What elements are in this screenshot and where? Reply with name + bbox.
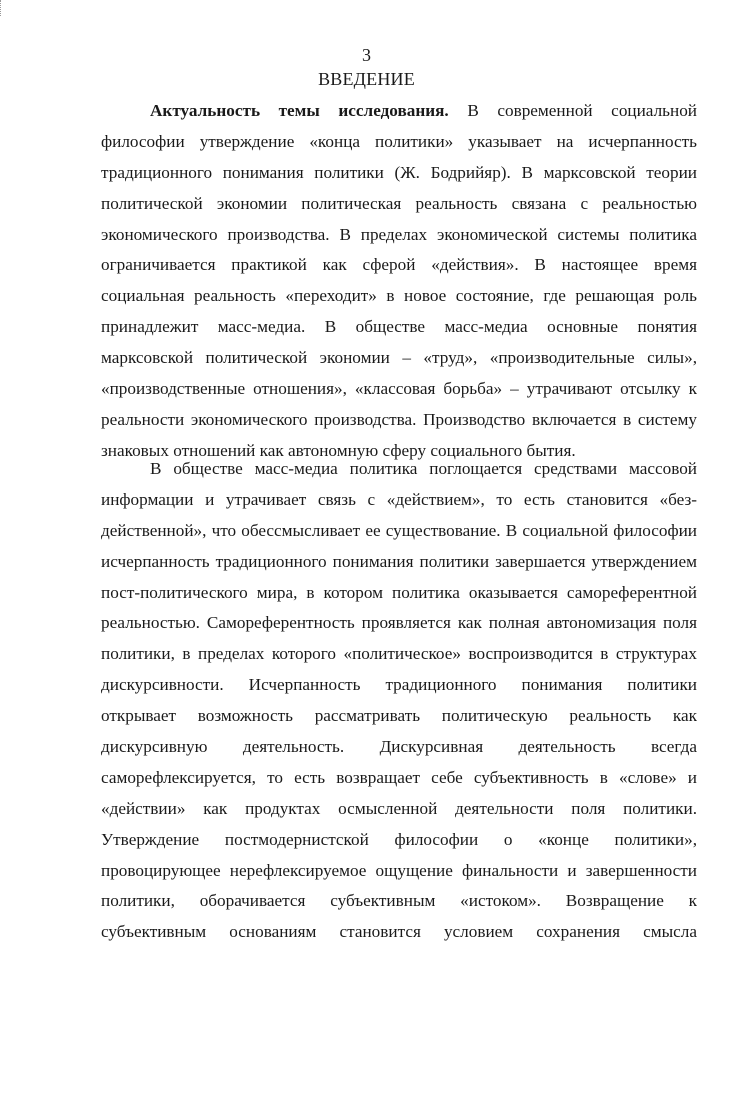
lead-phrase: Актуальность темы исследования. (150, 101, 449, 120)
paragraph-line: Утверждение постмодернистской философии о «конце политики», (101, 829, 697, 849)
paragraph-line: ограничивается практикой как сферой «действия». В настоящее время (101, 255, 697, 275)
paragraph-line: социальная реальность «переходит» в новое состояние, где решающая роль (101, 286, 697, 306)
paragraph-line: открывает возможность рассматривать политическую реальность как (101, 706, 697, 726)
paragraph-line: реальности экономического производства. Производство включается в систему (101, 409, 697, 429)
paragraph-line: провоцирующее нерефлексируемое ощущение финальности и завершенности (101, 860, 697, 880)
line-text: В современной социальной (467, 101, 697, 120)
paragraph-line: действенной», что обессмысливает ее существование. В социальной философии (101, 520, 697, 540)
paragraph-line (101, 96, 697, 127)
paragraph-line: знаковых отношений как автономную сферу социального бытия. (101, 440, 576, 460)
paragraph-line: принадлежит масс-медиа. В обществе масс-медиа основные понятия (101, 317, 697, 337)
paragraph-line: философии утверждение «конца политики» указывает на исчерпанность (101, 131, 697, 151)
paragraph-line: экономического производства. В пределах экономической системы политика (101, 224, 697, 244)
paragraph-line: марксовской политической экономии – «труд», «производительные силы», (101, 348, 697, 368)
paragraph-line: реальностью. Самореферентность проявляется как полная автономизация поля (101, 613, 697, 633)
paragraph-relevance (101, 96, 697, 467)
paragraph-line: политики, оборачивается субъективным «истоком». Возвращение к (101, 891, 697, 911)
paragraph-line: исчерпанность традиционного понимания политики завершается утверждением (101, 551, 697, 571)
paragraph-line: традиционного понимания политики (Ж. Бодрийяр). В марксовской теории (101, 162, 697, 182)
page-number: 3 (362, 45, 371, 65)
paragraph-line: саморефлексируется, то есть возвращает себе субъективность в «слове» и (101, 767, 697, 787)
paragraph-line: «производственные отношения», «классовая борьба» – утрачивают отсылку к (101, 379, 697, 399)
paragraph-line: политической экономии политическая реальность связана с реальностью (101, 193, 697, 213)
paragraph-line: В обществе масс-медиа политика поглощается средствами массовой (150, 459, 697, 478)
paragraph-line: политики, в пределах которого «политическое» воспроизводится в структурах (101, 644, 697, 664)
paragraph-line: «действии» как продуктах осмысленной деятельности поля политики. (101, 798, 697, 818)
paragraph-line: дискурсивности. Исчерпанность традиционного понимания политики (101, 675, 697, 695)
paragraph-line: информации и утрачивает связь с «действием», то есть становится «без- (101, 489, 697, 509)
paragraph-line: пост-политического мира, в котором политика оказывается самореферентной (101, 582, 697, 602)
scan-artifact (0, 0, 7, 16)
paragraph-mass-media (101, 454, 697, 948)
section-heading: ВВЕДЕНИЕ (318, 69, 415, 89)
paragraph-line: дискурсивную деятельность. Дискурсивная деятельность всегда (101, 737, 697, 757)
paragraph-line: субъективным основаниям становится условием сохранения смысла (101, 922, 697, 942)
